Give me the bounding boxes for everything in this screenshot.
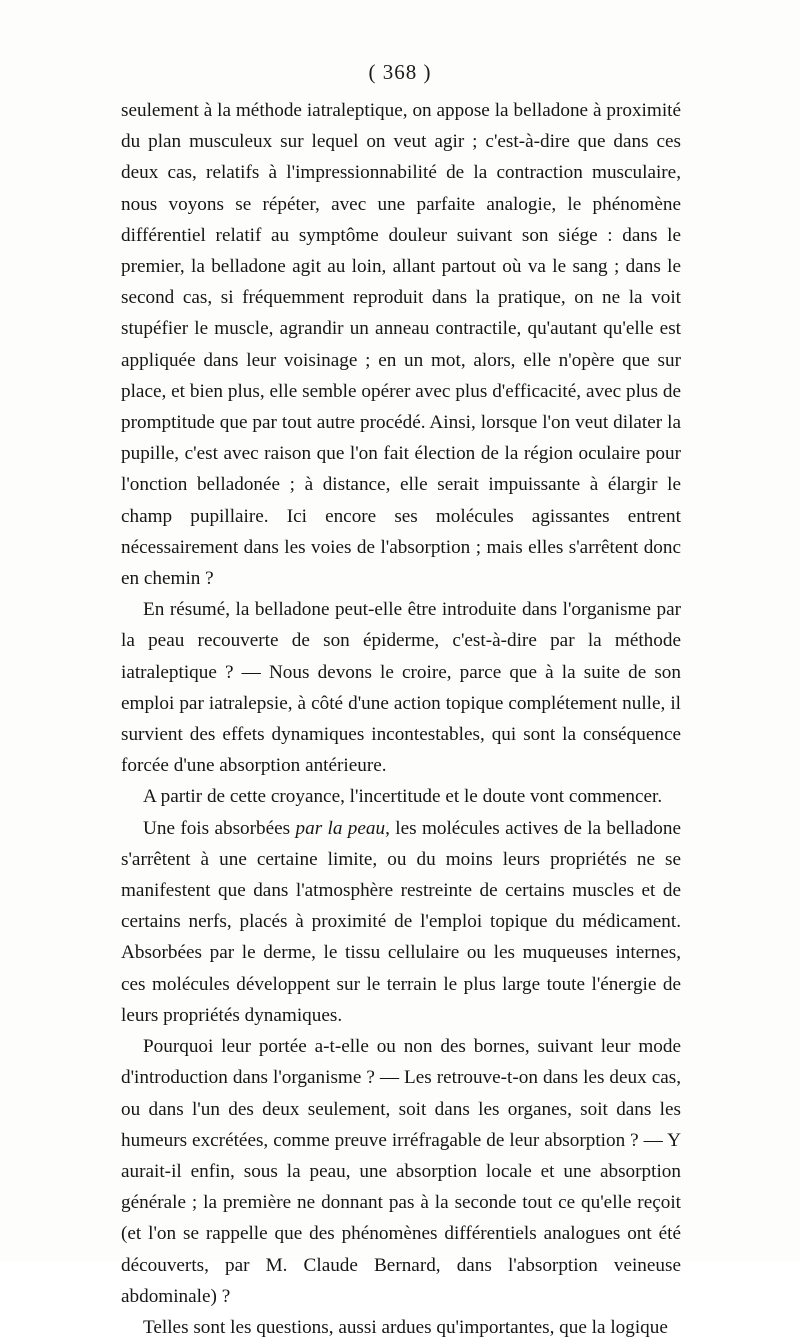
body-text	[121, 95, 681, 1343]
page-number: ( 368 )	[368, 60, 432, 84]
paragraph-6: Telles sont les questions, aussi ardues qu'importantes, que la logique	[143, 1316, 668, 1338]
paragraph-4-lead: Une fois absorbées	[143, 817, 296, 839]
paragraph-2: En résumé, la belladone peut-elle être introduite dans l'organisme par la peau recouverte de son épiderme, c'est-à-dire par la méthode iatraleptique ? — Nous devons le croire, parce que à la suite de son emploi par iatralepsie, à côté d'une action topique complétement nulle, il survient des effets dynamiques incontestables, qui sont la conséquence forcée d'une absorption antérieure.	[121, 599, 681, 777]
paragraph-3: A partir de cette croyance, l'incertitude et le doute vont commencer.	[143, 786, 663, 808]
paragraph-4-italic: par la peau	[295, 817, 386, 839]
paragraph-4	[121, 813, 681, 1031]
paragraph-1: seulement à la méthode iatraleptique, on appose la belladone à proximité du plan musculeux sur lequel on veut agir ; c'est-à-dire que dans ces deux cas, relatifs à l'impressionnabilité de la contraction musculaire, nous voyons se répéter, avec une parfaite analogie, le phénomène différentiel relatif au symptôme douleur suivant son siége : dans le premier, la belladone agit au loin, allant partout où va le sang ; dans le second cas, si fréquemment reproduit dans la pratique, on ne la voit stupéfier le muscle, agrandir un anneau contractile, qu'autant qu'elle est appliquée dans leur voisinage ; en un mot, alors, elle n'opère que sur place, et bien plus, elle semble opérer avec plus d'efficacité, avec plus de promptitude que par tout autre procédé. Ainsi, lorsque l'on veut dilater la pupille, c'est avec raison que l'on fait élection de la région oculaire pour l'onction belladonée ; à distance, elle serait impuissante à élargir le champ pupillaire. Ici encore ses molécules agissantes entrent nécessairement dans les voies de l'absorption ; mais elles s'arrêtent donc en chemin ?	[121, 100, 681, 590]
paragraph-5: Pourquoi leur portée a-t-elle ou non des bornes, suivant leur mode d'introduction dans l'organisme ? — Les retrouve-t-on dans les deux cas, ou dans l'un des deux seulement, soit dans les organes, soit dans les humeurs excrétées, comme preuve irréfragable de leur absorption ? — Y aurait-il enfin, sous la peau, une absorption locale et une absorption générale ; la première ne donnant pas à la seconde tout ce qu'elle reçoit (et l'on se rappelle que des phénomènes différentiels analogues ont été découverts, par M. Claude Bernard, dans l'absorption veineuse abdominale) ?	[121, 1036, 681, 1307]
paragraph-4-rest: , les molécules actives de la belladone s'arrêtent à une certaine limite, ou du moins leurs propriétés ne se manifestent que dans l'atmosphère restreinte de certains muscles et de certains nerfs, placés à proximité de l'emploi topique du médicament. Absorbées par le derme, le tissu cellulaire ou les muqueuses internes, ces molécules développent sur le terrain le plus large toute l'énergie de leurs propriétés dynamiques.	[121, 817, 681, 1026]
